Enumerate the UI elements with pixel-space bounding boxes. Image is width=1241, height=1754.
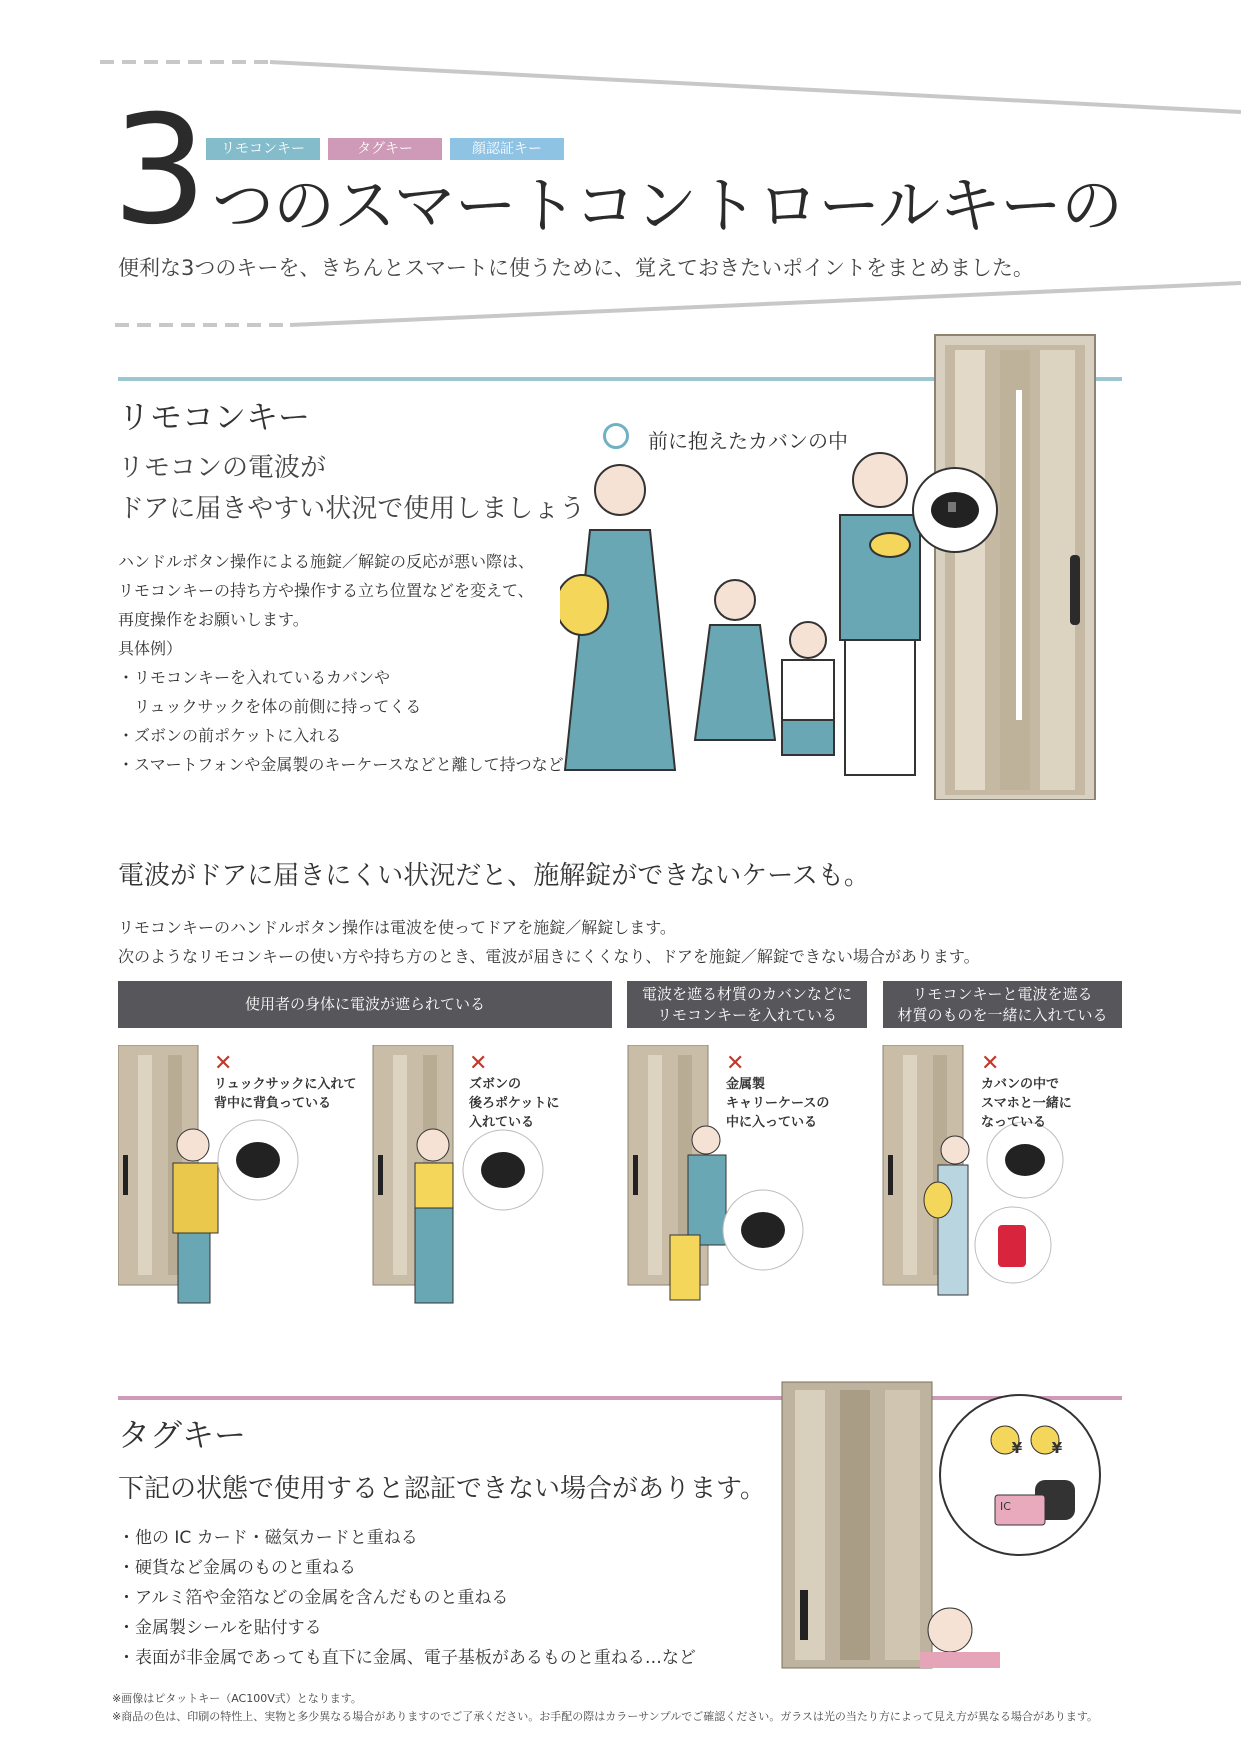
- tag-subhead: 下記の状態で使用すると認証できない場合があります。: [118, 1474, 766, 1504]
- page-title: つのスマートコントロールキーの: [212, 169, 1123, 242]
- warning-line-1: リモコンキーのハンドルボタン操作は電波を使ってドアを施錠／解錠します。: [118, 918, 676, 937]
- remote-body-line: リュックサックを体の前側に持ってくる: [118, 697, 422, 716]
- lead-text: 便利な3つのキーを、きちんとスマートに使うために、覚えておきたいポイントをまとめました。: [118, 256, 1034, 280]
- tag-tag-key: タグキー: [328, 138, 442, 160]
- remote-body-line: ・スマートフォンや金属製のキーケースなどと離して持つなど: [118, 755, 564, 774]
- warning-line-2: 次のようなリモコンキーの使い方や持ち方のとき、電波が届きにくくなり、ドアを施錠／解錠できない場合があります。: [118, 947, 980, 966]
- case-2-caption: [469, 1075, 559, 1132]
- remote-body-line: ・リモコンキーを入れているカバンや: [118, 668, 391, 687]
- tag-face-key: 顔認証キー: [450, 138, 564, 160]
- case-3-cross-icon: ✕: [726, 1051, 745, 1076]
- case-caption-line: ズボンの: [469, 1077, 522, 1092]
- case-caption-line: リュックサックに入れて: [214, 1077, 357, 1092]
- case-caption-line: 入れている: [469, 1115, 535, 1130]
- case-caption-line: 背中に背負っている: [214, 1096, 332, 1111]
- tag-remote-key: リモコンキー: [206, 138, 320, 160]
- remote-heading: リモコンキー: [118, 398, 311, 436]
- case-bar-bag: [627, 981, 867, 1028]
- tag-bullet-item: ・硬貨など金属のものと重ねる: [118, 1558, 356, 1578]
- case-bar-bag-line1: 電波を遮る材質のカバンなどに: [641, 984, 852, 1003]
- case-caption-line: 金属製: [726, 1077, 766, 1092]
- case-caption-line: キャリーケースの: [726, 1096, 830, 1111]
- case-caption-line: なっている: [981, 1115, 1047, 1130]
- case-caption-line: スマホと一緒に: [981, 1096, 1072, 1111]
- recommend-circle-icon: [603, 423, 629, 449]
- title-number: 3: [112, 84, 204, 258]
- footnote-line: ※商品の色は、印刷の特性上、実物と多少異なる場合がありますのでご了承ください。お手配の際はカラーサンプルでご確認ください。ガラスは光の当たり方によって見え方が異なる場合があります。: [112, 1710, 1099, 1723]
- warning-heading: 電波がドアに届きにくい状況だと、施解錠ができないケースも。: [118, 861, 870, 891]
- case-bar-together-line1: リモコンキーと電波を遮る: [912, 984, 1093, 1003]
- recommend-callout: 前に抱えたカバンの中: [648, 429, 848, 453]
- case-caption-line: 中に入っている: [726, 1115, 818, 1130]
- coin-right-yen: ¥: [1051, 1439, 1063, 1457]
- case-caption-line: カバンの中で: [981, 1077, 1060, 1092]
- footnotes: [112, 1690, 1098, 1726]
- remote-body-line: リモコンキーの持ち方や操作する立ち位置などを変えて、: [118, 581, 534, 600]
- tag-bullet-item: ・アルミ箔や金箔などの金属を含んだものと重ねる: [118, 1588, 509, 1608]
- case-4-caption: [981, 1075, 1072, 1132]
- coin-left-yen: ¥: [1011, 1439, 1023, 1457]
- tag-bullet-item: ・金属製シールを貼付する: [118, 1618, 322, 1638]
- tag-bullet-item: ・表面が非金属であっても直下に金属、電子基板があるものと重ねる…など: [118, 1648, 696, 1668]
- remote-body-line: 再度操作をお願いします。: [118, 610, 309, 629]
- remote-body-line: ハンドルボタン操作による施錠／解錠の反応が悪い際は、: [118, 552, 535, 571]
- case-1-cross-icon: ✕: [214, 1051, 233, 1076]
- tag-bullets: [118, 1523, 696, 1673]
- case-bar-together: [883, 981, 1122, 1028]
- remote-body-line: ・ズボンの前ポケットに入れる: [118, 726, 342, 745]
- remote-body: [118, 547, 564, 779]
- tag-door-illustration: [780, 1380, 1125, 1670]
- remote-subhead-1: リモコンの電波が: [118, 453, 327, 483]
- case-3-caption: [726, 1075, 829, 1132]
- remote-body-line: 具体例）: [118, 639, 183, 658]
- case-2-cross-icon: ✕: [469, 1051, 488, 1076]
- tag-heading: タグキー: [118, 1416, 247, 1454]
- case-4-cross-icon: ✕: [981, 1051, 1000, 1076]
- tag-bullet-item: ・他の IC カード・磁気カードと重ねる: [118, 1528, 418, 1548]
- footnote-line: ※画像はピタットキー（AC100V式）となります。: [112, 1692, 362, 1705]
- case-bar-bag-line2: リモコンキーを入れている: [656, 1005, 837, 1024]
- case-bar-together-line2: 材質のものを一緒に入れている: [897, 1005, 1108, 1024]
- remote-subhead-2: ドアに届きやすい状況で使用しましょう: [118, 494, 586, 524]
- case-bar-body: 使用者の身体に電波が遮られている: [118, 981, 612, 1028]
- family-door-illustration: [560, 330, 1120, 800]
- case-caption-line: 後ろポケットに: [469, 1096, 560, 1111]
- ic-card-label: IC: [1000, 1500, 1011, 1513]
- case-1-caption: [214, 1075, 356, 1113]
